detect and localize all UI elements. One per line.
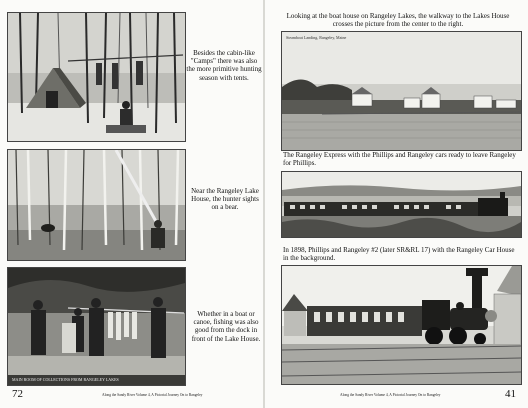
engine-caption: In 1898, Phillips and Rangeley #2 (later SR&RL 17) with the Rangeley Car House in the background. — [283, 246, 515, 263]
boat-house-caption: Looking at the boat house on Rangeley Lakes, the walkway to the Lakes House crosses the picture from the center to the right. — [286, 12, 510, 29]
fishing-catch-photo — [7, 267, 186, 386]
locomotive-photo — [281, 265, 522, 385]
bear-hunter-photo — [7, 149, 186, 261]
bear-hunter-caption: Near the Rangeley Lake House, the hunter sights on a bear. — [191, 187, 259, 212]
left-page — [0, 0, 263, 408]
fishing-photo-stamp: MAIN ROOM OF COLLECTIONS FROM RANGELEY LAKES — [12, 377, 119, 382]
hunting-camp-photo — [7, 12, 186, 142]
footer-right: Along the Sandy River Volume 4, A Pictorial Journey On to Rangeley — [340, 393, 441, 397]
express-caption: The Rangeley Express with the Phillips and Rangeley cars ready to leave Rangeley for Phillips. — [283, 151, 516, 168]
right-page — [265, 0, 528, 408]
boat-house-photo-stamp: Steamboat Landing, Rangeley, Maine — [286, 35, 347, 40]
page-number-left: 72 — [12, 388, 23, 400]
hunting-camp-caption: Besides the cabin-like "Camps" there was also the more primitive hunting season with tents. — [186, 49, 262, 82]
footer-left: Along the Sandy River Volume 4, A Pictorial Journey On to Rangeley — [102, 393, 203, 397]
page-number-right: 41 — [505, 388, 516, 400]
boat-house-photo — [281, 31, 522, 151]
fishing-catch-caption: Whether in a boat or canoe, fishing was also good from the dock in front of the Lake House. — [191, 310, 261, 343]
rangeley-express-photo — [281, 171, 522, 238]
